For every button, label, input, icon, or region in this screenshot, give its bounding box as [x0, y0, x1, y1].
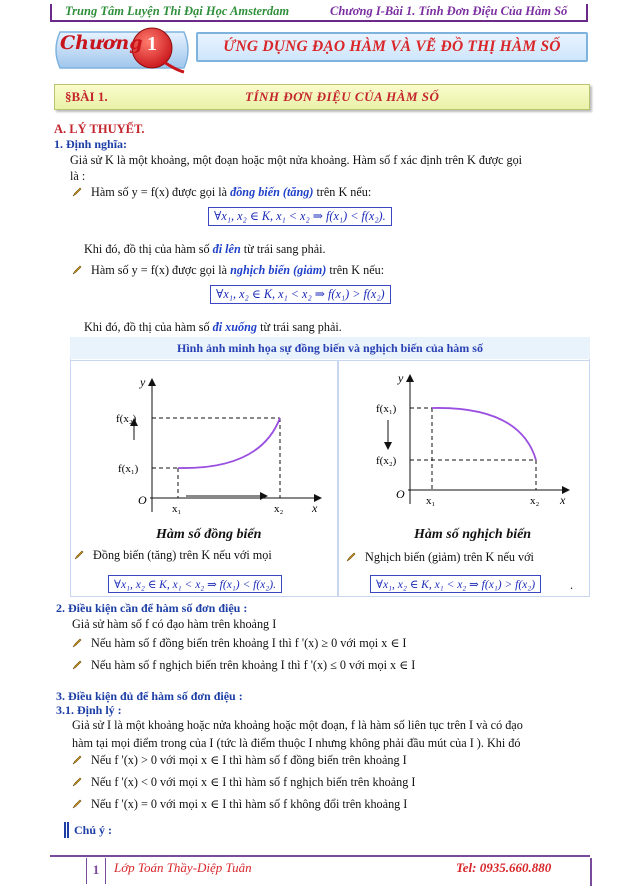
pencil-bullet-icon — [72, 638, 82, 648]
section-2-intro: Giả sử hàm số f có đạo hàm trên khoảng I — [72, 617, 277, 631]
x-label: x — [312, 501, 318, 515]
decreasing-graph-note — [84, 318, 342, 336]
header-rule — [50, 20, 586, 22]
bullet-increasing-pre: Hàm số y = f(x) được gọi là — [91, 185, 231, 199]
lesson-label: §BÀI 1. — [65, 89, 108, 104]
section-3-subheading: 3.1. Định lý : — [56, 703, 122, 717]
section-3-bullet-1-text: Nếu f '(x) > 0 với mọi x ∈ I thì hàm số f đồng biến trên khoảng I — [91, 753, 407, 767]
figure-formula-increasing: ∀x₁, x₂ ∈ K, x₁ < x₂ ⇒ f(x₁) < f(x₂). — [108, 575, 282, 593]
section-3-bullet-3-text: Nếu f '(x) = 0 với mọi x ∈ I thì hàm số f không đổi trên khoảng I — [91, 797, 408, 811]
formula-increasing: ∀x₁, x₂ ∈ K, x₁ < x₂ ⇒ f(x₁) < f(x₂). — [208, 207, 392, 226]
x1-label: x₁ — [426, 495, 436, 507]
x-label: x — [560, 493, 566, 507]
x2-label: x₂ — [274, 503, 284, 515]
section-2-bullet-1 — [72, 634, 407, 652]
increasing-condition — [74, 546, 272, 564]
pencil-bullet-icon — [74, 550, 84, 560]
fx1-label: f(x₁) — [118, 463, 139, 475]
bullet-increasing-highlight: đồng biến (tăng) — [230, 185, 314, 199]
increasing-note-post: từ trái sang phải. — [240, 242, 326, 256]
footer-page-number: 1 — [92, 862, 100, 877]
note-marker — [64, 822, 66, 838]
graph-decreasing — [360, 368, 580, 518]
footer-left-text: Lớp Toán Thầy-Diệp Tuân — [114, 860, 252, 875]
increasing-condition-text: Đồng biến (tăng) trên K nếu với mọi — [93, 548, 272, 562]
bullet-decreasing-pre: Hàm số y = f(x) được gọi là — [91, 263, 231, 277]
decreasing-condition — [346, 548, 534, 566]
pencil-bullet-icon — [72, 660, 82, 670]
chapter-number: 1 — [147, 33, 157, 55]
lesson-bar — [54, 84, 590, 110]
pencil-bullet-icon — [346, 552, 356, 562]
section-3-line-2: hàm tại mọi điểm trong của I (tức là điểm thuộc I nhưng không phải đầu mút của I ). Khi đó — [72, 736, 521, 750]
section-3-bullet-2 — [72, 773, 415, 791]
origin-label: O — [396, 487, 405, 501]
footer-right-text: Tel: 0935.660.880 — [456, 860, 552, 875]
fx2-label: f(x₂) — [116, 413, 137, 425]
pencil-bullet-icon — [72, 799, 82, 809]
increasing-note-highlight: đi lên — [212, 242, 241, 256]
origin-label: O — [138, 493, 147, 507]
bullet-decreasing-post: trên K nếu: — [326, 263, 385, 277]
figure-formula-dot: . — [570, 578, 574, 592]
section-a-heading: A. LÝ THUYẾT. — [54, 122, 145, 136]
bullet-increasing — [72, 183, 371, 201]
header-center-name: Trung Tâm Luyện Thi Đại Học Amsterdam — [65, 4, 290, 18]
y-label: y — [140, 375, 146, 389]
section-3-bullet-1 — [72, 751, 407, 769]
formula-decreasing: ∀x₁, x₂ ∈ K, x₁ < x₂ ⇒ f(x₁) > f(x₂) — [210, 285, 391, 304]
pencil-bullet-icon — [72, 755, 82, 765]
decreasing-curve — [432, 408, 536, 460]
section-3-heading: 3. Điều kiện đủ để hàm số đơn điệu : — [56, 689, 243, 703]
header-right-tick — [586, 4, 588, 22]
x2-label: x₂ — [530, 495, 540, 507]
x1-label: x₁ — [172, 503, 182, 515]
figure-heading: Hình ảnh minh họa sự đồng biến và nghịch biến của hàm số — [70, 337, 590, 359]
decreasing-note-pre: Khi đó, đồ thị của hàm số — [84, 320, 213, 334]
chapter-title: ỨNG DỤNG ĐẠO HÀM VÀ VẼ ĐỒ THỊ HÀM SỐ — [196, 32, 588, 62]
definition-intro-line2: là : — [70, 169, 86, 183]
section-3-line-1: Giả sử I là một khoảng hoặc nửa khoảng hoặc một đoạn, f là hàm số liên tục trên I và có đạo — [72, 718, 523, 732]
bullet-decreasing-highlight: nghịch biến (giảm) — [230, 263, 327, 277]
chapter-badge-word: Chương — [60, 32, 143, 54]
decreasing-condition-text: Nghịch biến (giảm) trên K nếu với — [365, 550, 534, 564]
section-2-bullet-2-text: Nếu hàm số f nghịch biến trên khoảng I thì f '(x) ≤ 0 với mọi x ∈ I — [91, 658, 416, 672]
bullet-decreasing — [72, 261, 384, 279]
decreasing-note-highlight: đi xuống — [212, 320, 258, 334]
increasing-graph-note — [84, 240, 326, 258]
section-2-bullet-1-text: Nếu hàm số f đồng biến trên khoảng I thì f '(x) ≥ 0 với mọi x ∈ I — [91, 636, 407, 650]
definition-heading: 1. Định nghĩa: — [54, 137, 128, 151]
note-heading: Chú ý : — [74, 823, 113, 837]
decreasing-note-post: từ trái sang phải. — [257, 320, 342, 334]
caption-increasing: Hàm số đồng biến — [156, 527, 262, 542]
caption-decreasing: Hàm số nghịch biến — [414, 527, 532, 542]
y-label: y — [398, 371, 404, 385]
graph-increasing — [100, 370, 330, 520]
footer-right-tick — [590, 858, 592, 886]
lesson-title: TÍNH ĐƠN ĐIỆU CỦA HÀM SỐ — [245, 89, 440, 104]
header-left-tick — [50, 4, 52, 22]
section-2-bullet-2 — [72, 656, 415, 674]
pencil-bullet-icon — [72, 187, 82, 197]
pencil-bullet-icon — [72, 777, 82, 787]
increasing-note-pre: Khi đó, đồ thị của hàm số — [84, 242, 213, 256]
figure-formula-decreasing: ∀x₁, x₂ ∈ K, x₁ < x₂ ⇒ f(x₁) > f(x₂) — [370, 575, 541, 593]
fx1-label: f(x₁) — [376, 403, 397, 415]
fx2-label: f(x₂) — [376, 455, 397, 467]
section-3-bullet-3 — [72, 795, 407, 813]
header-chapter-ref: Chương I-Bài 1. Tính Đơn Điệu Của Hàm Số — [330, 4, 568, 18]
footer-rule — [50, 855, 590, 857]
pencil-bullet-icon — [72, 265, 82, 275]
bullet-increasing-post: trên K nếu: — [313, 185, 372, 199]
definition-intro-line1: Giả sử K là một khoảng, một đoạn hoặc một nửa khoảng. Hàm số f xác định trên K được gọi — [70, 153, 523, 167]
section-3-bullet-2-text: Nếu f '(x) < 0 với mọi x ∈ I thì hàm số f nghịch biến trên khoảng I — [91, 775, 416, 789]
section-2-heading: 2. Điều kiện cần để hàm số đơn điệu : — [56, 601, 248, 615]
increasing-curve — [178, 418, 280, 468]
